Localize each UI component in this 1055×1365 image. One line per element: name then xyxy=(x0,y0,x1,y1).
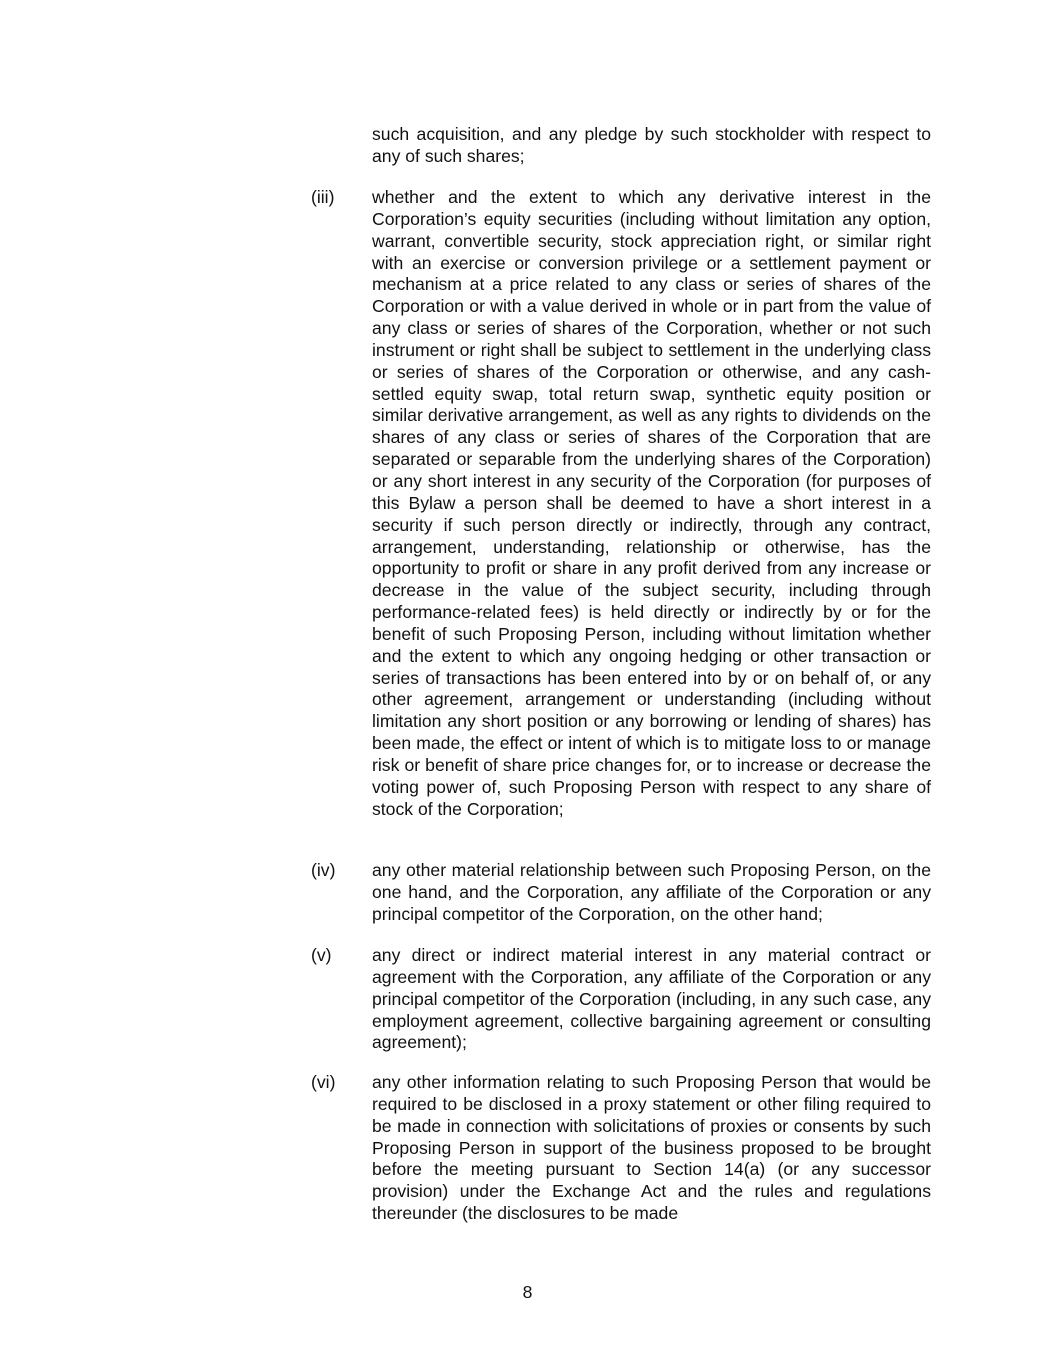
item-text-iii: whether and the extent to which any derivative interest in the Corporation’s equity securities (including without limitation any option, warrant, convertible security, stock appreciation right, or similar right with an exercise or conversion privilege or a settlement payment or mechanism at a price related to any class or series of shares of the Corporation or with a value derived in whole or in part from the value of any class or series of shares of the Corporation, whether or not such instrument or right shall be subject to settlement in the underlying class or series of shares of the Corporation or otherwise, and any cash-settled equity swap, total return swap, synthetic equity position or similar derivative arrangement, as well as any rights to dividends on the shares of any class or series of shares of the Corporation that are separated or separable from the underlying shares of the Corporation) or any short interest in any security of the Corporation (for purposes of this Bylaw a person shall be deemed to have a short interest in a security if such person directly or indirectly, through any contract, arrangement, understanding, relationship or otherwise, has the opportunity to profit or share in any profit derived from any increase or decrease in the value of the subject security, including through performance-related fees) is held directly or indirectly by or for the benefit of such Proposing Person, including without limitation whether and the extent to which any ongoing hedging or other transaction or series of transactions has been entered into by or on behalf of, or any other agreement, arrangement or understanding (including without limitation any short position or any borrowing or lending of shares) has been made, the effect or intent of which is to mitigate loss to or manage risk or benefit of share price changes for, or to increase or decrease the voting power of, such Proposing Person with respect to any share of stock of the Corporation; xyxy=(372,187,931,819)
continuation-paragraph: such acquisition, and any pledge by such stockholder with respect to any of such shares; xyxy=(372,124,931,166)
item-text-v: any direct or indirect material interest in any material contract or agreement with the Corporation, any affiliate of the Corporation or any principal competitor of the Corporation (including, in any such case, any employment agreement, collective bargaining agreement or consulting agreement); xyxy=(372,945,931,1053)
item-text-iv: any other material relationship between such Proposing Person, on the one hand, and the Corporation, any affiliate of the Corporation or any principal competitor of the Corporation, on the other hand; xyxy=(372,860,931,924)
item-numeral-vi: (vi) xyxy=(311,1072,336,1092)
item-numeral-v: (v) xyxy=(311,945,332,965)
page-number: 8 xyxy=(522,1282,533,1302)
item-numeral-iv: (iv) xyxy=(311,860,336,880)
item-text-vi: any other information relating to such Proposing Person that would be required to be disclosed in a proxy statement or other filing required to be made in connection with solicitations of proxies or consents by such Proposing Person in support of the business proposed to be brought before the meeting pursuant to Section 14(a) (or any successor provision) under the Exchange Act and the rules and regulations thereunder (the disclosures to be made xyxy=(372,1072,931,1224)
item-numeral-iii: (iii) xyxy=(311,187,335,207)
